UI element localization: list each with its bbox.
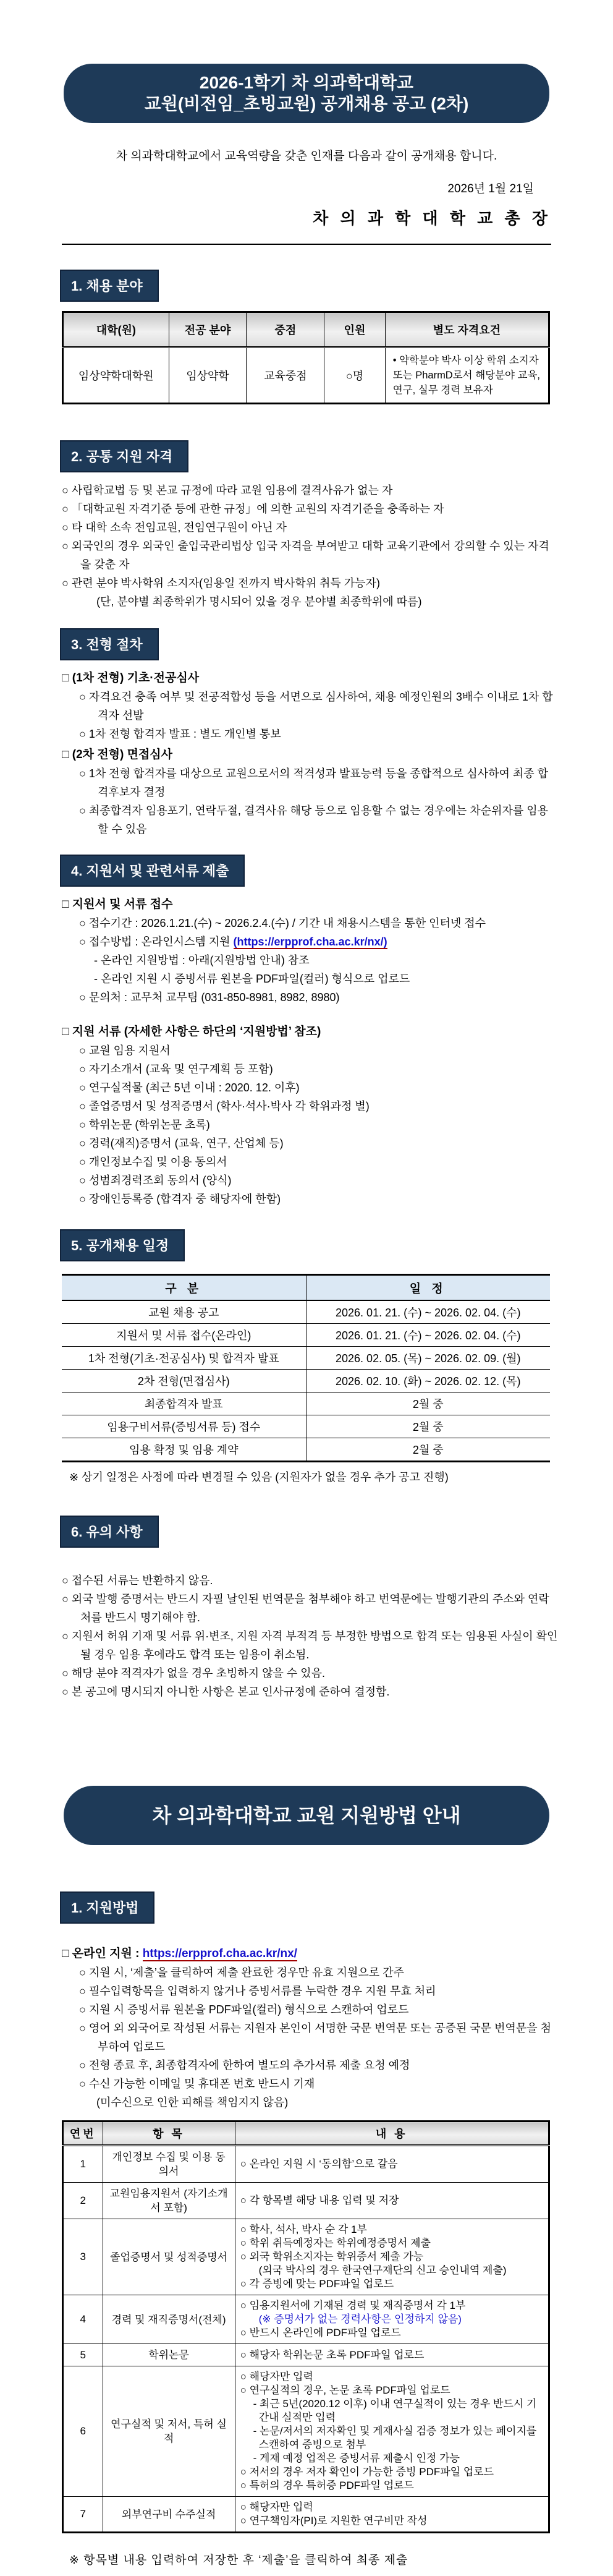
guide-no: 2: [63, 2183, 103, 2219]
content-line: ○ 연구실적의 경우, 논문 초록 PDF파일 업로드: [240, 2384, 450, 2396]
schedule-value: 2026. 02. 10. (화) ~ 2026. 02. 12. (목): [306, 1370, 550, 1392]
list-item: ○ 졸업증명서 및 성적증명서 (학사·석사·박사 각 학위과정 별): [79, 1100, 370, 1112]
title-line2: 교원(비전임_초빙교원) 공개채용 공고 (2차): [144, 94, 469, 113]
list-item: ○ 타 대학 소속 전임교원, 전임연구원이 아닌 자: [62, 521, 287, 534]
list-item-sub: (단, 분야별 최종학위가 명시되어 있을 경우 분야별 최종학위에 따름): [96, 595, 422, 608]
cell-count: ○명: [324, 348, 385, 404]
guide-list: [62, 1945, 559, 2112]
section4-list: [62, 895, 559, 1208]
contact-line: ○ 문의처 : 교무처 교무팀 (031-850-8981, 8982, 8980): [79, 991, 340, 1004]
guide-row: [63, 2183, 549, 2219]
guide-no: 5: [63, 2344, 103, 2366]
schedule-note: ※ 상기 일정은 사정에 따라 변경될 수 있음 (지원자가 없을 경우 추가 공고 진행): [69, 1471, 449, 1483]
guide-no: 4: [63, 2295, 103, 2344]
content-line: ○ 연구책임자(PI)로 지원한 연구비만 작성: [240, 2515, 428, 2527]
list-item: ○ 본 공고에 명시되지 아니한 사항은 본교 인사규정에 준하여 결정함.: [62, 1686, 390, 1698]
schedule-table: [62, 1274, 550, 1462]
content-line: ○ 각 항목별 해당 내용 입력 및 저장: [240, 2194, 399, 2206]
content-line: ○ 해당자만 입력: [240, 2501, 313, 2513]
guide-item: 학위논문: [103, 2344, 235, 2366]
col-count: 인원: [324, 312, 385, 348]
schedule-value: 2월 중: [306, 1415, 550, 1438]
content-line-dash: - 게재 예정 업적은 증빙서류 제출시 인정 가능: [253, 2452, 460, 2464]
guide-row: [63, 2497, 549, 2533]
list-item: ○ 전형 종료 후, 최종합격자에 한하여 별도의 추가서류 제출 요청 예정: [79, 2059, 410, 2071]
title-line1: 2026-1학기 차 의과학대학교: [199, 73, 414, 92]
schedule-row: [62, 1370, 550, 1392]
guide-section-header: 1. 지원방법: [60, 1891, 154, 1924]
schedule-label: 임용 확정 및 임용 계약: [62, 1438, 306, 1462]
documents-subtitle: □ 지원 서류 (자세한 사항은 하단의 ‘지원방법’ 참조): [62, 1025, 321, 1038]
col-schedule: 일 정: [306, 1275, 550, 1301]
list-item: ○ 필수입력항목을 입력하지 않거나 증빙서류를 누락한 경우 지원 무효 처리: [79, 1985, 436, 1997]
guide-item: 외부연구비 수주실적: [103, 2497, 235, 2533]
list-item: ○ 영어 외 외국어로 작성된 서류는 지원자 본인이 서명한 국문 번역문 또는 공증된 국문 번역문을 첨부하여 업로드: [79, 2022, 552, 2053]
content-line: ○ 외국 학위소지자는 학위증서 제출 가능: [240, 2251, 424, 2263]
list-item: ○ 외국 발행 증명서는 반드시 자필 날인된 번역문을 첨부해야 하고 번역문에는 발행기관의 주소와 연락처를 반드시 명기해야 함.: [62, 1593, 549, 1624]
content-line: ○ 해당자 학위논문 초록 PDF파일 업로드: [240, 2348, 425, 2361]
list-item: ○ 지원 시, ‘제출’을 클릭하여 제출 완료한 경우만 유효 지원으로 간주: [79, 1966, 404, 1979]
list-item: ○ 최종합격자 임용포기, 연락두절, 결격사유 해당 등으로 임용할 수 없는 경우에는 차순위자를 임용할 수 있음: [79, 804, 549, 835]
list-item: ○ 학위논문 (학위논문 초록): [79, 1119, 210, 1131]
guide-items-table: [62, 2120, 550, 2533]
content-line: ○ 반드시 온라인에 PDF파일 업로드: [240, 2327, 401, 2339]
guide-row: [63, 2366, 549, 2497]
guide-no: 3: [63, 2219, 103, 2295]
content-line: ○ 임용지원서에 기재된 경력 및 재직증명서 각 1부: [240, 2300, 466, 2311]
section3-list: [62, 669, 559, 838]
list-item: ○ 지원 시 증빙서류 원본을 PDF파일(컬러) 형식으로 스캔하여 업로드: [79, 2003, 409, 2016]
list-item: ○ 자기소개서 (교육 및 연구계획 등 포함): [79, 1063, 273, 1075]
online-apply-link[interactable]: https://erpprof.cha.ac.kr/nx/: [142, 1947, 297, 1960]
guide-content: [235, 2295, 549, 2344]
guide-item: 교원임용지원서 (자기소개서 포함): [103, 2183, 235, 2219]
guide-item: 개인정보 수집 및 이용 동의서: [103, 2146, 235, 2183]
content-line: ○ 각 증빙에 맞는 PDF파일 업로드: [240, 2278, 394, 2290]
guide-content: [235, 2183, 549, 2219]
divider: [62, 244, 551, 245]
apply-method-prefix: ○ 접수방법 : 온라인시스템 지원: [79, 936, 234, 948]
schedule-label: 교원 채용 공고: [62, 1300, 306, 1324]
online-apply-prefix: □ 온라인 지원 :: [62, 1947, 143, 1960]
schedule-value: 2026. 01. 21. (수) ~ 2026. 02. 04. (수): [306, 1324, 550, 1347]
guide-item: 졸업증명서 및 성적증명서: [103, 2219, 235, 2295]
list-item: ○ 관련 분야 박사학위 소지자(임용일 전까지 박사학위 취득 가능자): [62, 577, 380, 589]
list-item: ○ 교원 임용 지원서: [79, 1044, 171, 1057]
schedule-row: [62, 1415, 550, 1438]
apply-method-line: [79, 932, 559, 951]
col-requirement: 별도 자격요건: [385, 312, 549, 348]
cell-major: 임상약학: [169, 348, 247, 404]
schedule-value: 2026. 02. 05. (목) ~ 2026. 02. 09. (월): [306, 1347, 550, 1370]
recruit-table-row: [63, 348, 549, 404]
guide-row: [63, 2344, 549, 2366]
content-line: ○ 해당자만 입력: [240, 2371, 313, 2382]
list-item: ○ 접수된 서류는 반환하지 않음.: [62, 1574, 213, 1587]
guide-content: [235, 2366, 549, 2497]
cell-focus: 교육중점: [247, 348, 324, 404]
list-item: ○ 해당 분야 적격자가 없을 경우 초빙하지 않을 수 있음.: [62, 1667, 326, 1679]
content-line: ○ 온라인 지원 시 ‘동의함’으로 갈음: [240, 2158, 398, 2170]
content-line: ○ 학사, 석사, 박사 순 각 1부: [240, 2224, 367, 2235]
guide-item: 연구실적 및 저서, 특허 실적: [103, 2366, 235, 2497]
schedule-row: [62, 1392, 550, 1415]
schedule-row: [62, 1347, 550, 1370]
schedule-label: 임용구비서류(증빙서류 등) 접수: [62, 1415, 306, 1438]
list-item: ○ 자격요건 충족 여부 및 전공적합성 등을 서면으로 심사하여, 채용 예정인원의 3배수 이내로 1차 합격자 선발: [79, 691, 553, 722]
cell-college: 임상약학대학원: [63, 348, 169, 404]
content-line-dash: - 최근 5년(2020.12 이후) 이내 연구실적이 있는 경우 반드시 기간내 실적만 입력: [253, 2398, 537, 2423]
content-line: (외국 박사의 경우 한국연구재단의 신고 승인내역 제출): [258, 2264, 507, 2276]
schedule-row: [62, 1438, 550, 1462]
schedule-header-row: [62, 1275, 550, 1301]
guide-no: 1: [63, 2146, 103, 2183]
col-college: 대학(원): [63, 312, 169, 348]
list-item: ○ 지원서 허위 기재 및 서류 위·변조, 지원 자격 부적격 등 부정한 방법으로 합격 또는 임용된 사실이 확인될 경우 임용 후에라도 합격 또는 임용이 취소됨.: [62, 1630, 558, 1661]
list-item-dash: - 온라인 지원 시 증빙서류 원본을 PDF파일(컬러) 형식으로 업로드: [94, 973, 410, 985]
list-item: ○ 성범죄경력조회 동의서 (양식): [79, 1174, 232, 1187]
guide-no: 7: [63, 2497, 103, 2533]
guide-content: [235, 2497, 549, 2533]
recruit-table-header-row: [63, 312, 549, 348]
title-banner: [64, 64, 549, 123]
cell-requirement: • 약학분야 박사 이상 학위 소지자 또는 PharmD로서 해당분야 교육, 연구, 실무 경력 보유자: [385, 348, 549, 404]
guide-content: [235, 2146, 549, 2183]
list-item: ○ 외국인의 경우 외국인 출입국관리법상 입국 자격을 부여받고 대학 교육기관에서 강의할 수 있는 자격을 갖춘 자: [62, 540, 549, 571]
round2-title: □ (2차 전형) 면접심사: [62, 748, 173, 761]
content-line: ○ 특허의 경우 특허증 PDF파일 업로드: [240, 2480, 414, 2491]
guide-no: 6: [63, 2366, 103, 2497]
list-item: ○ 장애인등록증 (합격자 중 해당자에 한함): [79, 1193, 281, 1205]
list-item: ○ 사립학교법 등 및 본교 규정에 따라 교원 임용에 결격사유가 없는 자: [62, 484, 393, 497]
col-content: 내 용: [235, 2122, 549, 2146]
content-line-note: (※ 증명서가 없는 경력사항은 인정하지 않음): [258, 2313, 462, 2325]
section3-header: 3. 전형 절차: [60, 628, 159, 660]
online-apply-line: [62, 1945, 559, 1963]
list-item: ○ 「대학교원 자격기준 등에 관한 규정」에 의한 교원의 자격기준을 충족하는 자: [62, 503, 444, 515]
section6-list: [62, 1571, 559, 1701]
content-line: ○ 학위 취득예정자는 학위예정증명서 제출: [240, 2237, 431, 2249]
schedule-value: 2월 중: [306, 1438, 550, 1462]
guide-banner: 차 의과학대학교 교원 지원방법 안내: [64, 1786, 549, 1845]
section1-header: 1. 채용 분야: [60, 270, 159, 302]
guide-row: [63, 2146, 549, 2183]
guide-row: [63, 2219, 549, 2295]
list-item: ○ 1차 전형 합격자 발표 : 별도 개인별 통보: [79, 728, 281, 740]
col-focus: 중점: [247, 312, 324, 348]
col-major: 전공 분야: [169, 312, 247, 348]
schedule-label: 2차 전형(면접심사): [62, 1370, 306, 1392]
submit-subtitle: □ 지원서 및 서류 접수: [62, 898, 173, 911]
guide-item: 경력 및 재직증명서(전체): [103, 2295, 235, 2344]
schedule-row: [62, 1324, 550, 1347]
col-item: 항 목: [103, 2122, 235, 2146]
guide-row: [63, 2295, 549, 2344]
list-item: ○ 연구실적물 (최근 5년 이내 : 2020. 12. 이후): [79, 1081, 300, 1094]
round1-title: □ (1차 전형) 기초·전공심사: [62, 672, 200, 685]
content-line: ○ 저서의 경우 저자 확인이 가능한 증빙 PDF파일 업로드: [240, 2466, 494, 2478]
section6-header: 6. 유의 사항: [60, 1516, 159, 1548]
list-item-sub: (미수신으로 인한 피해를 책임지지 않음): [96, 2096, 289, 2109]
list-item: ○ 경력(재직)증명서 (교육, 연구, 산업체 등): [79, 1137, 284, 1149]
list-item: ○ 수신 가능한 이메일 및 휴대폰 번호 반드시 기재: [79, 2078, 315, 2090]
president-signature: 차 의 과 학 대 학 교 총 장: [313, 209, 551, 228]
schedule-label: 지원서 및 서류 접수(온라인): [62, 1324, 306, 1347]
guide-content: [235, 2219, 549, 2295]
schedule-row: [62, 1300, 550, 1324]
section4-header: 4. 지원서 및 관련서류 제출: [60, 855, 245, 887]
list-item-dash: - 온라인 지원방법 : 아래(지원방법 안내) 참조: [94, 954, 310, 966]
intro-text: 차 의과학대학교에서 교육역량을 갖춘 인재를 다음과 같이 공개채용 합니다.: [116, 150, 497, 163]
announcement-date: 2026년 1월 21일: [447, 182, 534, 195]
col-category: 구 분: [62, 1275, 306, 1301]
apply-system-link[interactable]: (https://erpprof.cha.ac.kr/nx/): [233, 936, 387, 948]
col-no: 연번: [63, 2122, 103, 2146]
list-item: ○ 1차 전형 합격자를 대상으로 교원으로서의 적격성과 발표능력 등을 종합적으로 심사하여 최종 합격후보자 결정: [79, 767, 549, 798]
guide-content: [235, 2344, 549, 2366]
list-item: ○ 개인정보수집 및 이용 동의서: [79, 1156, 227, 1168]
list-item: ○ 접수기간 : 2026.1.21.(수) ~ 2026.2.4.(수) / 기간 내 채용시스템을 통한 인터넷 접수: [79, 917, 486, 929]
section5-header: 5. 공개채용 일정: [60, 1229, 185, 1261]
final-submit-note: ※ 항목별 내용 입력하여 저장한 후 ‘제출’을 클릭하여 최종 제출: [69, 2554, 408, 2567]
schedule-label: 1차 전형(기초·전공심사) 및 합격자 발표: [62, 1347, 306, 1370]
recruit-fields-table: [62, 311, 550, 404]
schedule-value: 2월 중: [306, 1392, 550, 1415]
schedule-label: 최종합격자 발표: [62, 1392, 306, 1415]
section2-header: 2. 공통 지원 자격: [60, 440, 188, 472]
guide-table-header-row: [63, 2122, 549, 2146]
content-line-dash: - 논문/저서의 저자확인 및 게재사실 검증 정보가 있는 페이지를 스캔하여 증빙으로 첨부: [253, 2425, 537, 2450]
section2-list: [62, 481, 559, 611]
schedule-value: 2026. 01. 21. (수) ~ 2026. 02. 04. (수): [306, 1300, 550, 1324]
